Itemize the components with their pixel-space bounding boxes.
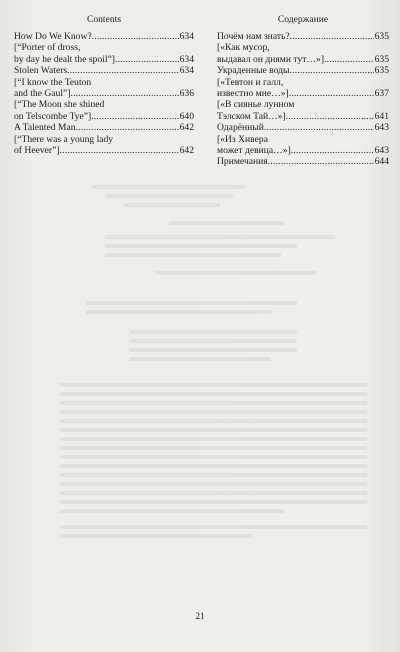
- toc-entry: [14, 42, 194, 65]
- toc-entry-page: 635: [374, 53, 389, 65]
- toc-entry-page: 634: [179, 65, 194, 77]
- toc-entry-title-line: Почём нам знать?: [217, 31, 290, 42]
- toc-entry-row: [14, 122, 194, 133]
- toc-entry-title-line: of Heever”]: [14, 144, 60, 156]
- toc-entry: [217, 134, 389, 157]
- dot-leader: [290, 31, 374, 42]
- soderzhanie-list: [217, 31, 389, 168]
- dot-leader: [289, 88, 374, 99]
- toc-entry-page: 635: [374, 65, 389, 77]
- toc-entry-row: [217, 145, 389, 156]
- toc-entry-title-line: A Talented Man: [14, 122, 76, 134]
- toc-entry-title-line: by day he dealt the spoil”]: [14, 53, 115, 65]
- toc-entry-page: 636: [179, 87, 194, 99]
- dot-leader: [324, 54, 374, 65]
- toc-entry-title-line: [«В сиянье лунном: [217, 99, 295, 111]
- toc-entry-title-line: [«Тевтон и галл,: [217, 76, 284, 88]
- toc-entry-title-line: Одарённый: [217, 122, 264, 134]
- toc-entry-row: [217, 88, 389, 99]
- toc-entry-page: 642: [179, 144, 194, 156]
- toc-entry-page: 641: [374, 110, 389, 122]
- toc-entry-row: [217, 65, 389, 76]
- dot-leader: [291, 145, 374, 156]
- toc-entry: [14, 65, 194, 76]
- contents-russian-column: [217, 14, 389, 168]
- toc-entry: [14, 122, 194, 133]
- dot-leader: [91, 111, 178, 122]
- toc-entry-row: [14, 145, 194, 156]
- toc-entry-title-line: выдавал он днями тут…»]: [217, 53, 325, 65]
- toc-entry-page: 643: [374, 122, 389, 134]
- dot-leader: [67, 65, 178, 76]
- toc-entry: [14, 99, 194, 122]
- dot-leader: [268, 156, 374, 167]
- page-number: 21: [195, 611, 205, 621]
- toc-entry-title-line: [«Как мусор,: [217, 42, 270, 54]
- toc-entry-row: [14, 111, 194, 122]
- toc-entry: [217, 65, 389, 76]
- dot-leader: [264, 122, 374, 133]
- toc-entry-title-line: on Telscombe Tye”]: [14, 110, 92, 122]
- toc-entry-row: [14, 54, 194, 65]
- contents-english-column: [14, 14, 194, 156]
- toc-entry-title-line: [«Из Хивера: [217, 133, 268, 145]
- toc-entry-row: [217, 31, 389, 42]
- toc-entry-row: [14, 88, 194, 99]
- soderzhanie-heading: Содержание: [277, 14, 329, 25]
- toc-entry-page: 642: [179, 122, 194, 134]
- toc-entry-title-line: Stolen Waters: [14, 65, 68, 77]
- toc-entry-row: [217, 111, 389, 122]
- dot-leader: [70, 88, 178, 99]
- toc-entry-page: 640: [179, 110, 194, 122]
- toc-entry-title-line: может девица…»]: [217, 144, 291, 156]
- toc-entry-row: [217, 122, 389, 133]
- toc-entry-row: [217, 156, 389, 167]
- toc-entry-title-line: [“I know the Teuton: [14, 76, 92, 88]
- toc-entry-page: 634: [179, 31, 194, 42]
- toc-entry-title-line: and the Gaul”]: [14, 87, 71, 99]
- toc-entry-title-line: известно мне…»]: [217, 87, 289, 99]
- contents-list: [14, 31, 194, 156]
- toc-entry-title-line: [“The Moon she shined: [14, 99, 105, 111]
- toc-entry-title-line: How Do We Know?: [14, 31, 92, 42]
- toc-entry-title-line: [“There was a young lady: [14, 133, 114, 145]
- toc-entry: [14, 134, 194, 157]
- toc-entry-row: [217, 54, 389, 65]
- dot-leader: [290, 65, 374, 76]
- contents-heading: Contents: [86, 14, 122, 25]
- toc-entry-title-line: Тэлском Тай…»]: [217, 110, 286, 122]
- toc-entry-page: 634: [179, 53, 194, 65]
- toc-entry: [217, 122, 389, 133]
- toc-entry: [217, 77, 389, 100]
- toc-entry: [14, 31, 194, 42]
- toc-entry: [217, 31, 389, 42]
- toc-entry-page: 643: [374, 144, 389, 156]
- toc-entry: [217, 42, 389, 65]
- dot-leader: [286, 111, 374, 122]
- toc-entry-page: 637: [374, 87, 389, 99]
- toc-entry-page: 644: [374, 156, 389, 168]
- bleed-through-text: [60, 180, 380, 543]
- dot-leader: [92, 31, 179, 42]
- toc-entry-row: [14, 65, 194, 76]
- toc-entry-title-line: [“Porter of dross,: [14, 42, 81, 54]
- dot-leader: [76, 122, 179, 133]
- toc-entry: [217, 99, 389, 122]
- toc-entry-title-line: Украденные воды: [217, 65, 290, 77]
- toc-entry-page: 635: [374, 31, 389, 42]
- toc-entry-row: [14, 31, 194, 42]
- toc-entry: [14, 77, 194, 100]
- toc-entry-title-line: Примечания: [217, 156, 268, 168]
- dot-leader: [60, 145, 179, 156]
- dot-leader: [115, 54, 179, 65]
- toc-entry: [217, 156, 389, 167]
